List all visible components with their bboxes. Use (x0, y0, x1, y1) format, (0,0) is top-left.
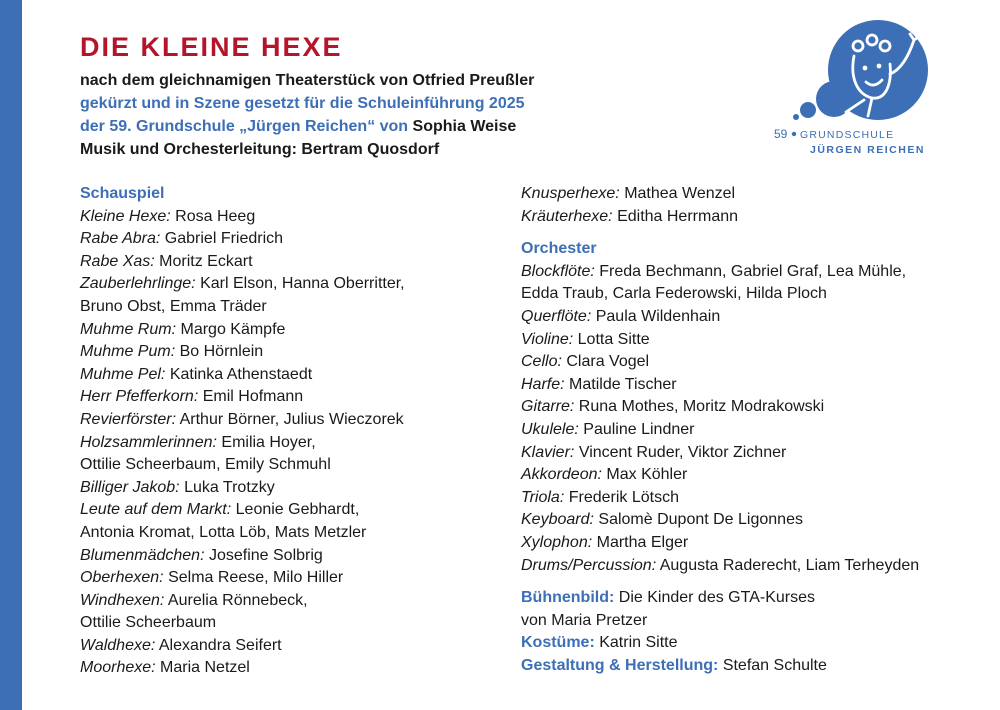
role-label: Keyboard: (521, 511, 594, 529)
left-accent-bar (0, 0, 22, 710)
list-item (80, 612, 500, 635)
role-label: Querflöte: (521, 307, 592, 325)
list-item (521, 396, 961, 419)
list-item (80, 319, 500, 342)
role-label: Holzsammlerinnen: (80, 433, 217, 451)
person-names: Runa Mothes, Moritz Modrakowski (578, 398, 825, 416)
person-names: Freda Bechmann, Gabriel Graf, Lea Mühle, (599, 262, 907, 280)
person-names: Stefan Schulte (722, 656, 827, 674)
list-item (521, 655, 961, 678)
orchestra-list (521, 261, 961, 577)
person-names: Luka Trotzky (184, 478, 275, 496)
person-names: Matilde Tischer (569, 375, 677, 393)
list-item (521, 509, 961, 532)
list-item (521, 329, 961, 352)
section-heading-orchester: Orchester (521, 240, 597, 258)
person-names: Alexandra Seifert (158, 636, 282, 654)
list-item (521, 464, 961, 487)
list-item (80, 228, 500, 251)
role-label: Waldhexe: (80, 636, 156, 654)
person-names: Mathea Wenzel (624, 185, 736, 202)
role-label: Kräuterhexe: (521, 207, 613, 225)
logo-school-name: JÜRGEN REICHEN (810, 144, 925, 156)
list-item (521, 183, 961, 206)
subtitle-line-2: gekürzt und in Szene gesetzt für die Schuleinführung 2025 (80, 95, 525, 112)
person-names: Die Kinder des GTA-Kurses (618, 589, 815, 607)
role-label: Gestaltung & Herstellung: (521, 656, 719, 674)
list-item (521, 555, 961, 578)
list-item (521, 306, 961, 329)
role-label: Kostüme: (521, 634, 595, 652)
person-names: Katrin Sitte (599, 634, 678, 652)
person-names: Antonia Kromat, Lotta Löb, Mats Metzler (80, 523, 367, 541)
person-names: Aurelia Rönnebeck, (167, 591, 308, 609)
role-label: Zauberlehrlinge: (80, 275, 196, 293)
person-names: Gabriel Friedrich (164, 230, 284, 248)
person-names: Frederik Lötsch (568, 488, 679, 506)
person-names: Vincent Ruder, Viktor Zichner (578, 443, 787, 461)
list-item (521, 261, 961, 284)
list-item (80, 657, 500, 680)
person-names: Lotta Sitte (577, 330, 650, 348)
cast-list (80, 206, 500, 680)
person-names: Ottilie Scheerbaum, Emily Schmuhl (80, 456, 331, 474)
subtitle-line-3-blue: der 59. Grundschule „Jürgen Reichen“ von (80, 118, 409, 135)
list-item (80, 409, 500, 432)
person-names: Selma Reese, Milo Hiller (168, 569, 344, 587)
person-names: Karl Elson, Hanna Oberritter, (200, 275, 405, 293)
role-label: Knusperhexe: (521, 185, 620, 202)
list-item (80, 341, 500, 364)
role-label: Drums/Percussion: (521, 556, 657, 574)
subtitle-line-3 (80, 115, 534, 138)
list-item (521, 442, 961, 465)
person-names: Ottilie Scheerbaum (80, 614, 217, 632)
subtitle-line-4: Musik und Orchesterleitung: Bertram Quosdorf (80, 141, 440, 158)
person-names: Paula Wildenhain (595, 307, 721, 325)
person-names: Leonie Gebhardt, (235, 501, 360, 519)
list-item (521, 487, 961, 510)
list-item (80, 432, 500, 455)
page-title: DIE KLEINE HEXE (80, 32, 343, 62)
logo-school-label: GRUNDSCHULE (800, 129, 895, 141)
role-label: Revierförster: (80, 410, 177, 428)
role-label: Cello: (521, 353, 562, 371)
role-label: Windhexen: (80, 591, 165, 609)
person-names: Maria Netzel (160, 659, 250, 677)
person-names: Augusta Raderecht, Liam Terheyden (659, 556, 920, 574)
person-names: Emil Hofmann (202, 388, 304, 406)
person-names: Moritz Eckart (159, 252, 253, 270)
section-heading-schauspiel: Schauspiel (80, 185, 165, 202)
person-names: Rosa Heeg (175, 207, 256, 225)
director-name: Sophia Weise (412, 118, 517, 135)
person-names: Katinka Athenstaedt (169, 365, 313, 383)
role-label: Klavier: (521, 443, 575, 461)
list-item (521, 374, 961, 397)
list-item (521, 419, 961, 442)
right-column (521, 183, 961, 677)
list-item (521, 587, 961, 610)
role-label: Moorhexe: (80, 659, 156, 677)
person-names: Editha Herrmann (617, 207, 739, 225)
list-item (80, 206, 500, 229)
list-item (521, 351, 961, 374)
left-column (80, 183, 500, 680)
list-item (80, 567, 500, 590)
smiling-sun-face-logo-icon (793, 20, 928, 120)
person-names: Pauline Lindner (583, 420, 695, 438)
role-label: Herr Pfefferkorn: (80, 388, 199, 406)
person-names: Max Köhler (606, 466, 688, 484)
list-item (80, 273, 500, 296)
person-names: von Maria Pretzer (521, 611, 648, 629)
role-label: Violine: (521, 330, 574, 348)
list-item (80, 499, 500, 522)
person-names: Bruno Obst, Emma Träder (80, 297, 267, 315)
role-label: Gitarre: (521, 398, 575, 416)
role-label: Leute auf dem Markt: (80, 501, 232, 519)
list-item (80, 545, 500, 568)
person-names: Josefine Solbrig (208, 546, 323, 564)
person-names: Margo Kämpfe (180, 320, 286, 338)
cast-list-continued (521, 183, 961, 228)
role-label: Muhme Rum: (80, 320, 177, 338)
role-label: Muhme Pel: (80, 365, 166, 383)
list-item (521, 206, 961, 229)
role-label: Triola: (521, 488, 565, 506)
list-item (80, 454, 500, 477)
role-label: Harfe: (521, 375, 565, 393)
list-item (80, 296, 500, 319)
list-item (521, 532, 961, 555)
role-label: Bühnenbild: (521, 589, 615, 607)
role-label: Blumenmädchen: (80, 546, 205, 564)
role-label: Kleine Hexe: (80, 207, 171, 225)
list-item (80, 477, 500, 500)
school-logo (764, 14, 934, 164)
person-names: Martha Elger (596, 533, 689, 551)
role-label: Xylophon: (521, 533, 593, 551)
list-item (80, 590, 500, 613)
list-item (521, 632, 961, 655)
subtitle-line-1: nach dem gleichnamigen Theaterstück von Otfried Preußler (80, 72, 535, 89)
role-label: Akkordeon: (521, 466, 602, 484)
role-label: Rabe Abra: (80, 230, 161, 248)
person-names: Bo Hörnlein (179, 343, 264, 361)
list-item (80, 364, 500, 387)
role-label: Blockflöte: (521, 262, 595, 280)
role-label: Oberhexen: (80, 569, 164, 587)
role-label: Ukulele: (521, 420, 579, 438)
list-item (80, 522, 500, 545)
logo-number: 59 (774, 127, 788, 141)
list-item (80, 251, 500, 274)
role-label: Billiger Jakob: (80, 478, 180, 496)
person-names: Salomè Dupont De Ligonnes (598, 511, 803, 529)
role-label: Rabe Xas: (80, 252, 155, 270)
person-names: Edda Traub, Carla Federowski, Hilda Ploch (521, 285, 827, 303)
person-names: Emilia Hoyer, (221, 433, 316, 451)
crew-list (521, 587, 961, 677)
list-item (80, 635, 500, 658)
person-names: Clara Vogel (566, 353, 650, 371)
role-label: Muhme Pum: (80, 343, 176, 361)
list-item (521, 283, 961, 306)
list-item (521, 610, 961, 633)
list-item (80, 386, 500, 409)
header (80, 32, 534, 161)
person-names: Arthur Börner, Julius Wieczorek (179, 410, 404, 428)
